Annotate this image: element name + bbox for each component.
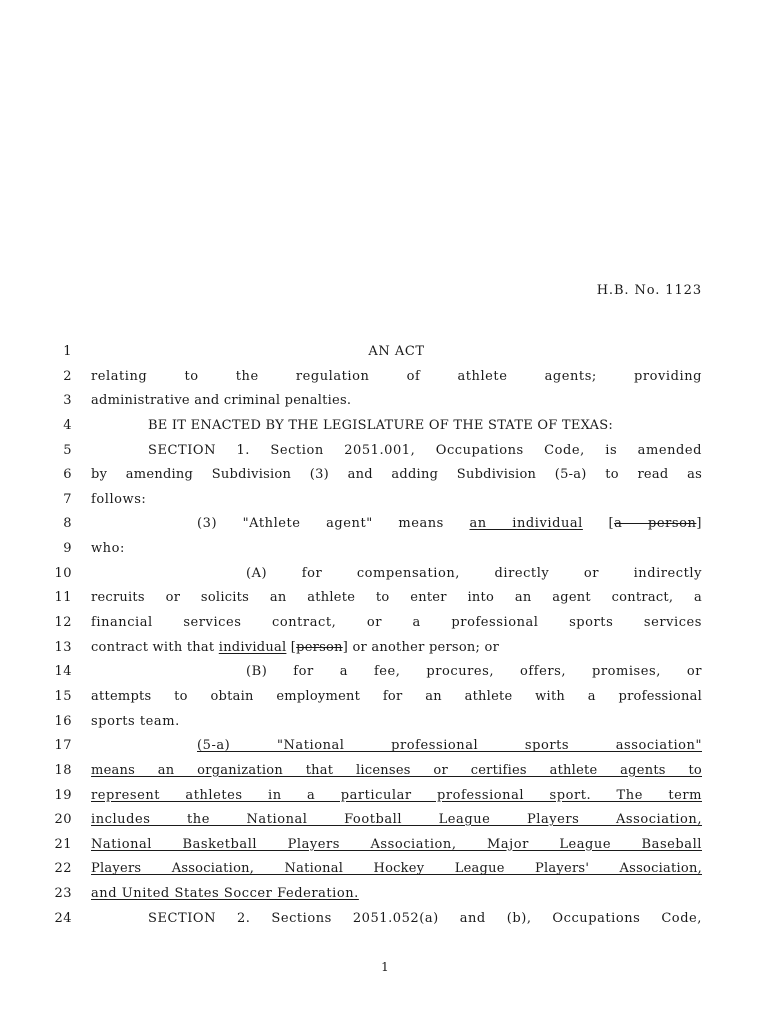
- line-number: 4: [63, 417, 72, 433]
- text-line: [0, 414, 770, 439]
- line-number: 19: [54, 787, 72, 803]
- line-text: (A) for compensation, directly or indirectly: [246, 565, 702, 581]
- line-text: SECTION 2. Sections 2051.052(a) and (b), Occupations Code,: [148, 910, 702, 926]
- text-line: [0, 759, 770, 784]
- text-line: [0, 488, 770, 513]
- line-number: 5: [63, 442, 72, 458]
- line-number: 17: [54, 738, 72, 754]
- text-line: [0, 537, 770, 562]
- text-line: [0, 562, 770, 587]
- line-text: [91, 636, 702, 661]
- line-text: recruits or solicits an athlete to enter into an agent contract, a: [91, 590, 702, 606]
- text-line: [0, 882, 770, 907]
- line-text: relating to the regulation of athlete agents; providing: [91, 368, 702, 384]
- text-line: [0, 365, 770, 390]
- line-number: 23: [54, 886, 72, 902]
- inserted-text: individual: [218, 639, 287, 655]
- line-text: financial services contract, or a professional sports services: [91, 615, 702, 631]
- text-segment: contract with that: [91, 639, 219, 655]
- inserted-text: National Basketball Players Association, Major League Baseball: [91, 836, 702, 852]
- line-number: 1: [63, 344, 72, 359]
- text-line: [0, 512, 770, 537]
- bill-text: [0, 340, 770, 931]
- inserted-text: (5-a) "National professional sports association": [197, 738, 702, 754]
- inserted-text: an individual: [469, 516, 583, 532]
- page-number: 1: [381, 960, 389, 974]
- line-number: 13: [54, 639, 72, 655]
- text-line: [0, 439, 770, 464]
- text-line: [0, 685, 770, 710]
- act-heading: AN ACT: [368, 344, 425, 359]
- line-number: 7: [63, 491, 72, 507]
- line-text: by amending Subdivision (3) and adding Subdivision (5-a) to read as: [91, 467, 702, 483]
- line-number: 2: [63, 368, 72, 384]
- inserted-text: and United States Soccer Federation.: [91, 886, 359, 902]
- line-number: 24: [54, 910, 72, 926]
- line-text: administrative and criminal penalties.: [91, 393, 352, 409]
- text-line: [0, 340, 770, 365]
- line-text: who:: [91, 541, 125, 557]
- text-line: [0, 857, 770, 882]
- line-number: 6: [63, 467, 72, 483]
- text-line: [0, 611, 770, 636]
- text-segment: ]: [696, 516, 702, 532]
- text-line: [0, 833, 770, 858]
- enacting-clause: BE IT ENACTED BY THE LEGISLATURE OF THE STATE OF TEXAS:: [148, 417, 614, 433]
- text-line: [0, 710, 770, 735]
- text-line: [0, 808, 770, 833]
- text-segment: ] or another person; or: [342, 639, 500, 655]
- inserted-text: represent athletes in a particular professional sport. The term: [91, 787, 702, 803]
- text-line: [0, 636, 770, 661]
- bill-number: H.B. No. 1123: [596, 283, 702, 298]
- text-segment: [: [286, 639, 297, 655]
- line-number: 16: [54, 713, 72, 729]
- line-text: sports team.: [91, 713, 180, 729]
- inserted-text: means an organization that licenses or certifies athlete agents to: [91, 762, 702, 778]
- line-text: [91, 512, 702, 537]
- text-segment: [: [582, 516, 615, 532]
- inserted-text: Players Association, National Hockey League Players' Association,: [91, 861, 702, 877]
- line-text: attempts to obtain employment for an athlete with a professional: [91, 688, 702, 704]
- line-number: 18: [54, 762, 72, 778]
- line-number: 3: [63, 393, 72, 409]
- text-segment: (3) "Athlete agent" means: [197, 516, 470, 532]
- text-line: [0, 734, 770, 759]
- deleted-text: person: [296, 639, 343, 655]
- line-text: SECTION 1. Section 2051.001, Occupations Code, is amended: [148, 442, 702, 458]
- text-line: [0, 586, 770, 611]
- line-number: 14: [54, 664, 72, 680]
- inserted-text: includes the National Football League Players Association,: [91, 812, 702, 828]
- line-number: 15: [54, 688, 72, 704]
- line-number: 10: [54, 565, 72, 581]
- text-line: [0, 907, 770, 932]
- line-number: 20: [54, 812, 72, 828]
- line-number: 11: [54, 590, 72, 606]
- text-line: [0, 389, 770, 414]
- line-number: 21: [54, 836, 72, 852]
- deleted-text: a person: [614, 516, 697, 532]
- text-line: [0, 463, 770, 488]
- line-number: 8: [63, 516, 72, 532]
- line-number: 9: [63, 541, 72, 557]
- line-text: follows:: [91, 491, 147, 507]
- line-number: 12: [54, 615, 72, 631]
- text-line: [0, 660, 770, 685]
- line-number: 22: [54, 861, 72, 877]
- line-text: (B) for a fee, procures, offers, promises, or: [246, 664, 702, 680]
- text-line: [0, 784, 770, 809]
